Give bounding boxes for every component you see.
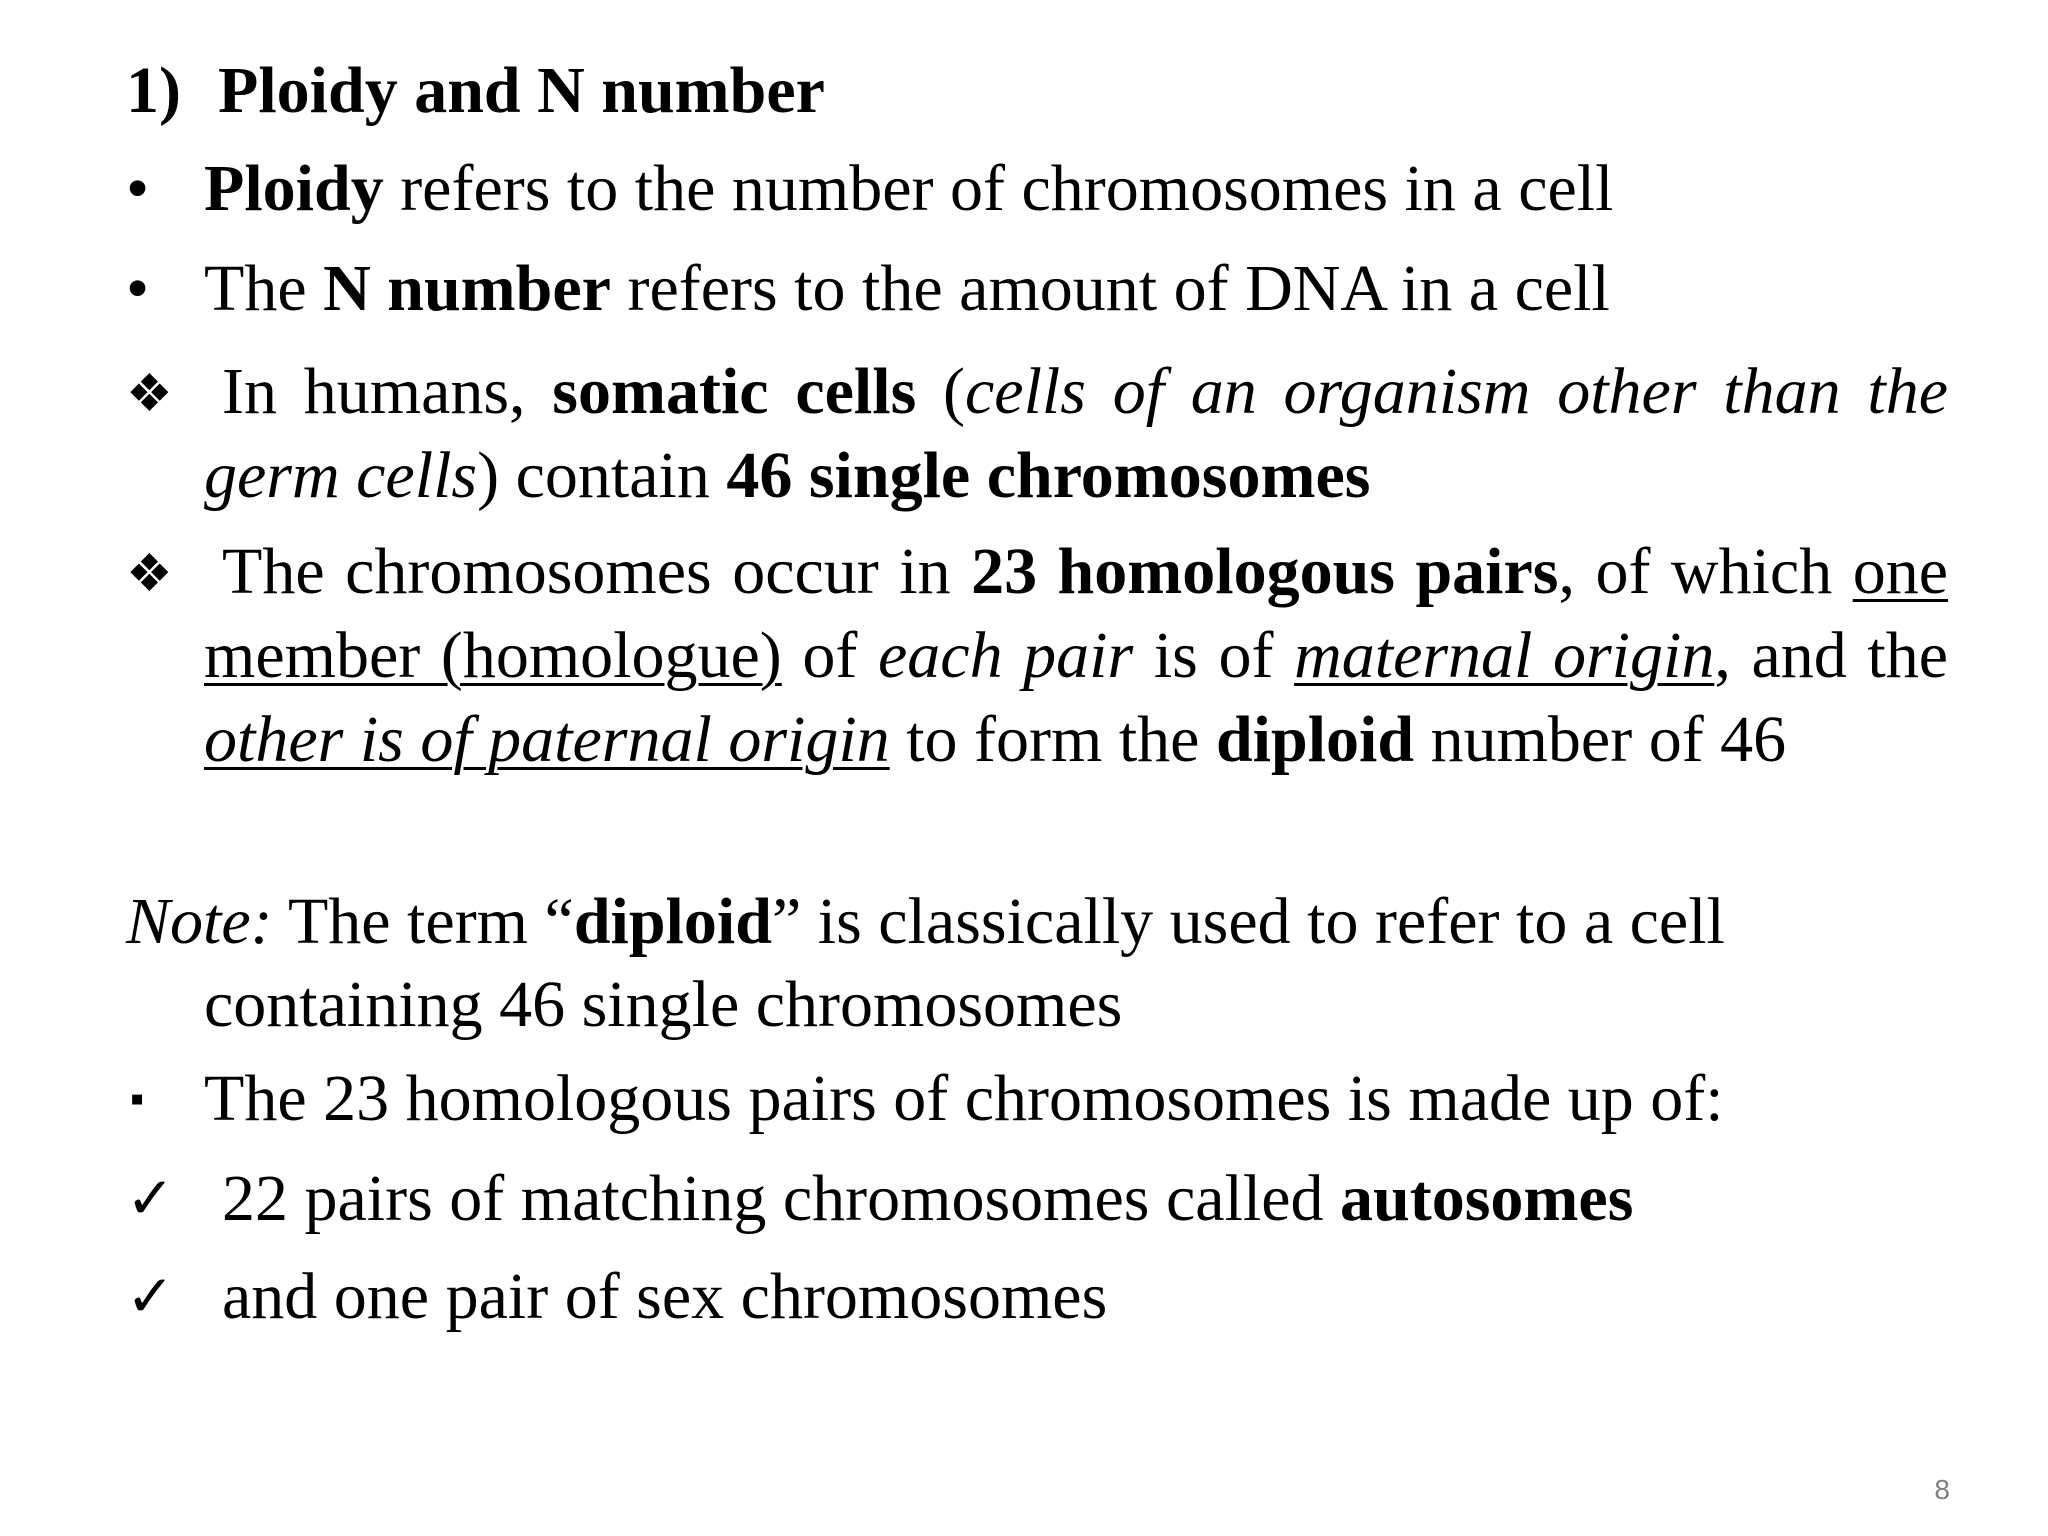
each-pair: each pair bbox=[877, 619, 1134, 692]
sex-chromosomes-line: and one pair of sex chromosomes bbox=[222, 1260, 1108, 1333]
homologous-mid2: of bbox=[781, 619, 878, 692]
somatic-cells-paragraph bbox=[204, 350, 1948, 518]
checkmark-icon: ✓ bbox=[126, 1166, 175, 1231]
autosomes-pre: 22 pairs of matching chromosomes called bbox=[222, 1162, 1341, 1235]
title-number: 1) bbox=[126, 54, 181, 127]
homologous-mid3: is of bbox=[1133, 619, 1295, 692]
homologous-pairs-paragraph bbox=[204, 530, 1948, 782]
title-text: Ploidy and N number bbox=[218, 54, 825, 127]
homologous-mid1: , of which bbox=[1558, 535, 1853, 608]
note-label: Note: bbox=[126, 885, 273, 958]
note-post: ” is classically used to refer to a cell bbox=[771, 885, 1725, 958]
checkmark-icon: ✓ bbox=[126, 1264, 175, 1329]
somatic-definition: cells of an organism other than the germ cells bbox=[204, 355, 1948, 512]
term-autosomes: autosomes bbox=[1340, 1162, 1634, 1235]
bullet-dot-icon: • bbox=[126, 252, 150, 325]
bullet-ploidy-text: refers to the number of chromosomes in a cell bbox=[383, 152, 1614, 225]
slide-title bbox=[126, 50, 825, 132]
note-continuation: containing 46 single chromosomes bbox=[204, 968, 1123, 1041]
bullet-ploidy bbox=[204, 148, 1613, 230]
somatic-paren-open: ( bbox=[916, 355, 965, 428]
term-23-pairs: 23 homologous pairs bbox=[971, 535, 1559, 608]
bullet-n-number-text: refers to the amount of DNA in a cell bbox=[610, 252, 1610, 325]
bullet-n-number bbox=[204, 248, 1610, 330]
square-bullet-icon: ▪ bbox=[130, 1076, 145, 1121]
term-ploidy: Ploidy bbox=[204, 152, 384, 225]
one-member-homologue: one member (homologue) bbox=[204, 535, 1948, 692]
bullet-n-number-pre: The bbox=[204, 252, 324, 325]
term-somatic-cells: somatic cells bbox=[552, 355, 917, 428]
note-pre: The term “ bbox=[272, 885, 574, 958]
diamond-bullet-icon: ❖ bbox=[126, 366, 173, 423]
page-number: 8 bbox=[1934, 1474, 1950, 1505]
diamond-bullet-icon: ❖ bbox=[126, 546, 173, 603]
term-n-number: N number bbox=[323, 252, 611, 325]
homologous-pre: The chromosomes occur in bbox=[222, 535, 972, 608]
term-diploid: diploid bbox=[1215, 703, 1415, 776]
homologous-mid4: , and the bbox=[1714, 619, 1949, 692]
note-term-diploid: diploid bbox=[573, 885, 772, 958]
bullet-dot-icon: • bbox=[126, 152, 150, 225]
homologous-mid5: to form the bbox=[889, 703, 1216, 776]
maternal-origin: maternal origin bbox=[1294, 619, 1715, 692]
term-46-chromosomes: 46 single chromosomes bbox=[726, 439, 1371, 512]
autosomes-line bbox=[222, 1158, 1633, 1240]
note-paragraph bbox=[126, 880, 1948, 964]
somatic-paren-close: ) contain bbox=[477, 439, 727, 512]
paternal-origin: other is of paternal origin bbox=[204, 703, 890, 776]
made-up-of-line: The 23 homologous pairs of chromosomes is made up of: bbox=[204, 1062, 1724, 1135]
somatic-pre: In humans, bbox=[222, 355, 553, 428]
homologous-end: number of 46 bbox=[1414, 703, 1787, 776]
